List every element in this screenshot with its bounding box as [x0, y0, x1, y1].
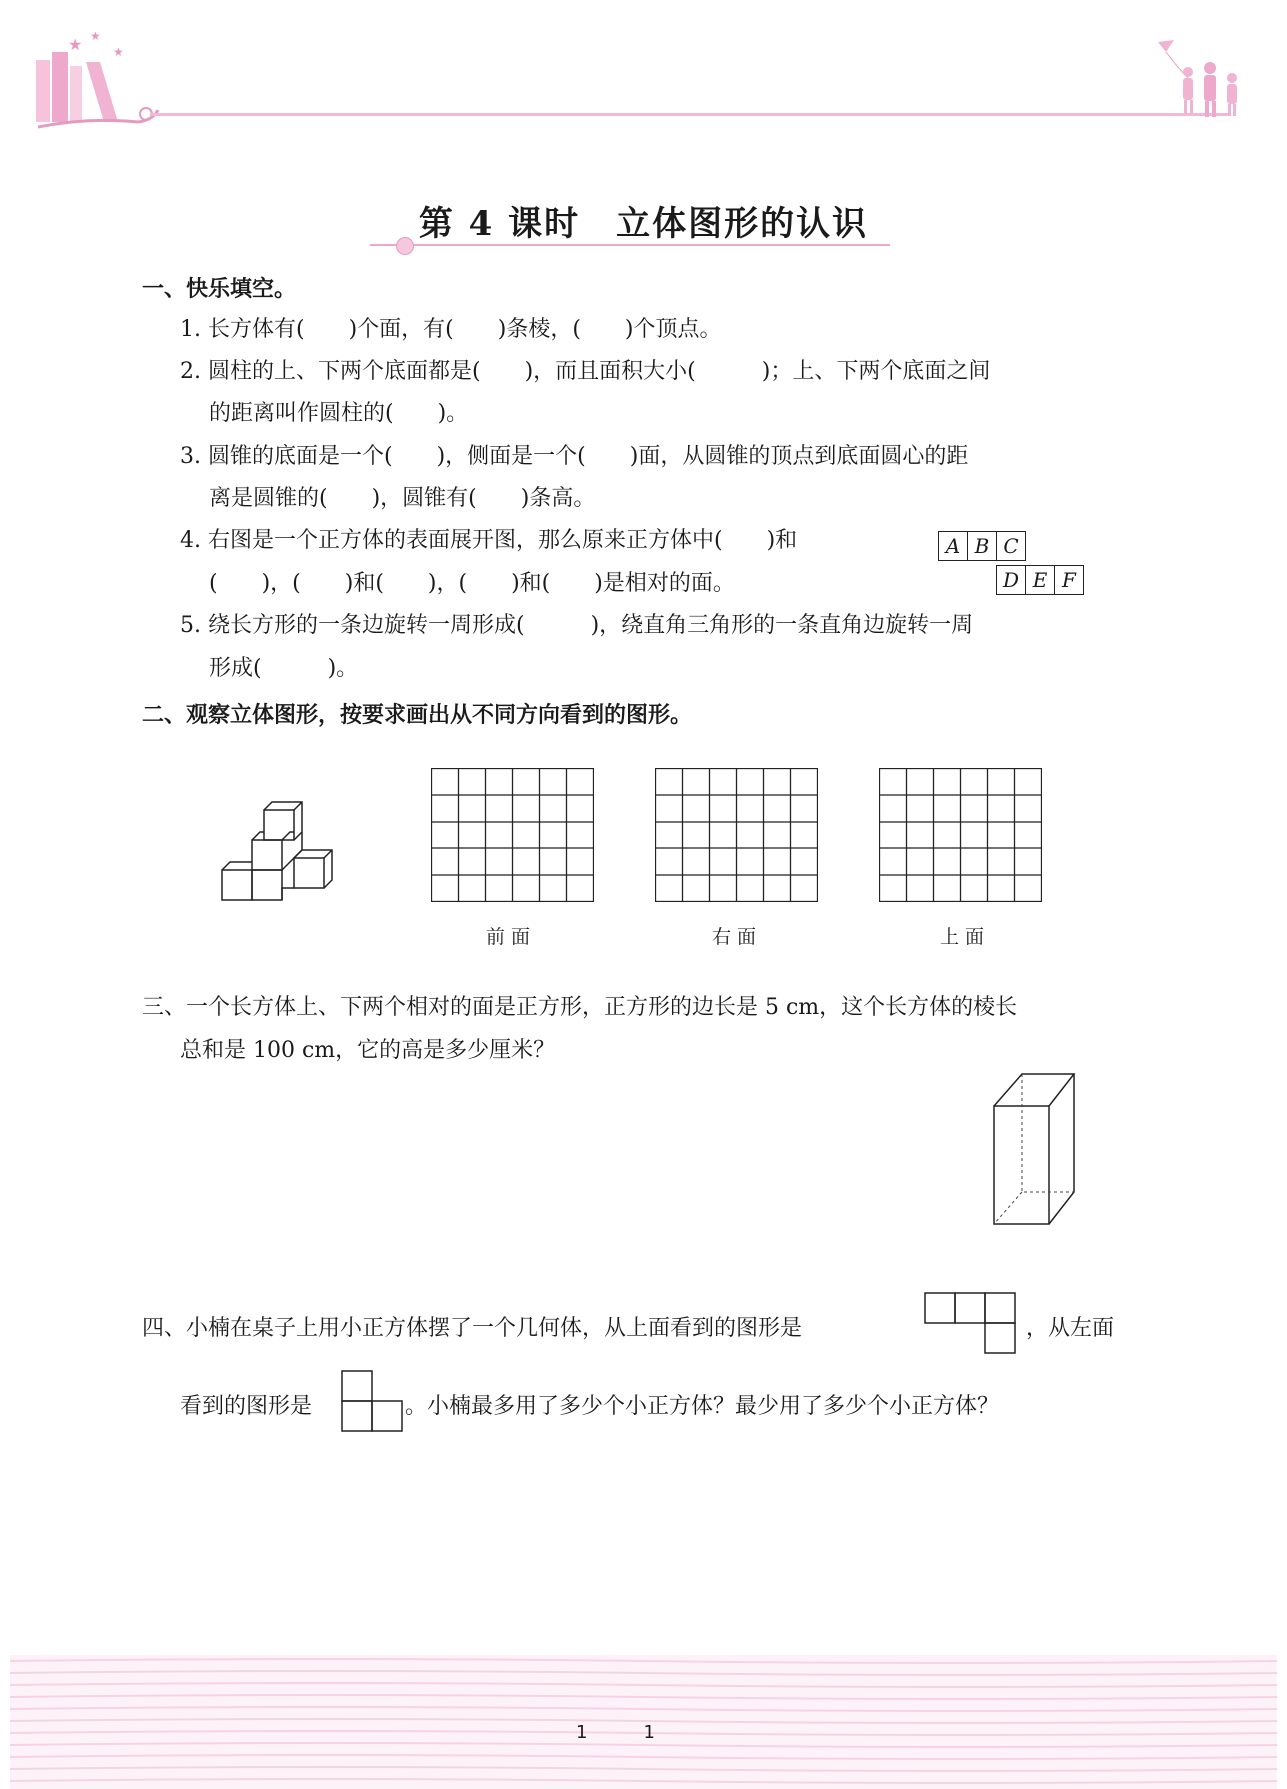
- svg-text:★: ★: [90, 29, 101, 43]
- net-face-a: A: [938, 531, 968, 561]
- cuboid-figure: [990, 1070, 1076, 1230]
- top-view-shape-figure: [924, 1292, 1016, 1354]
- children-kite-icon: [1148, 38, 1248, 120]
- svg-text:★: ★: [113, 45, 124, 59]
- lesson-title: 第 4 课时 立体图形的认识: [418, 204, 869, 244]
- title-dot-icon: [396, 237, 414, 255]
- net-face-b: B: [967, 531, 997, 561]
- question-3: 三、一个长方体上、下两个相对的面是正方形，正方形的边长是 5 cm，这个长方体的棱长: [142, 995, 1018, 1020]
- question-1-4-cont: ( )，( )和( )，( )和( )是相对的面。: [209, 571, 735, 596]
- question-1-5: 5. 绕长方形的一条边旋转一周形成( )，绕直角三角形的一条直角边旋转一周: [180, 613, 974, 638]
- net-face-f: F: [1054, 565, 1084, 595]
- right-view-label: 右面: [712, 926, 763, 948]
- left-view-shape-figure: [341, 1370, 405, 1432]
- cube-net-figure: [938, 531, 1106, 597]
- question-1-2: 2. 圆柱的上、下两个底面都是( )，而且面积大小( )；上、下两个底面之间: [180, 359, 991, 384]
- question-4-line2-end: 。小楠最多用了多少个小正方体？最少用了多少个小正方体？: [405, 1394, 1000, 1419]
- net-face-e: E: [1025, 565, 1055, 595]
- page-number: 11: [576, 1722, 711, 1743]
- net-face-c: C: [996, 531, 1026, 561]
- section2-heading: 二、观察立体图形，按要求画出从不同方向看到的图形。: [142, 703, 693, 728]
- question-3-cont: 总和是 100 cm，它的高是多少厘米？: [180, 1038, 556, 1063]
- question-4-line2: 看到的图形是: [180, 1394, 313, 1419]
- question-4-line1: 四、小楠在桌子上用小正方体摆了一个几何体，从上面看到的图形是: [142, 1316, 803, 1341]
- question-1-2-cont: 的距离叫作圆柱的( )。: [209, 401, 469, 426]
- question-1-3-cont: 离是圆锥的( )，圆锥有( )条高。: [209, 486, 596, 511]
- stacked-cubes-figure: [218, 795, 340, 915]
- question-1-3: 3. 圆锥的底面是一个( )，侧面是一个( )面，从圆锥的顶点到底面圆心的距: [180, 444, 969, 469]
- section1-heading: 一、快乐填空。: [142, 277, 297, 302]
- front-view-grid[interactable]: [431, 768, 594, 902]
- question-1-1: 1. 长方体有( )个面，有( )条棱，( )个顶点。: [180, 317, 722, 342]
- title-underline: [370, 244, 890, 246]
- top-view-label: 上面: [940, 926, 991, 948]
- svg-text:★: ★: [68, 35, 83, 54]
- front-view-label: 前面: [486, 926, 537, 948]
- top-view-grid[interactable]: [879, 768, 1042, 902]
- question-1-4: 4. 右图是一个正方体的表面展开图，那么原来正方体中( )和: [180, 528, 798, 553]
- header-rule: [150, 113, 1230, 116]
- net-face-d: D: [996, 565, 1026, 595]
- question-4-line1-end: ，从左面: [1026, 1316, 1115, 1341]
- right-view-grid[interactable]: [655, 768, 818, 902]
- question-1-5-cont: 形成( )。: [209, 656, 359, 681]
